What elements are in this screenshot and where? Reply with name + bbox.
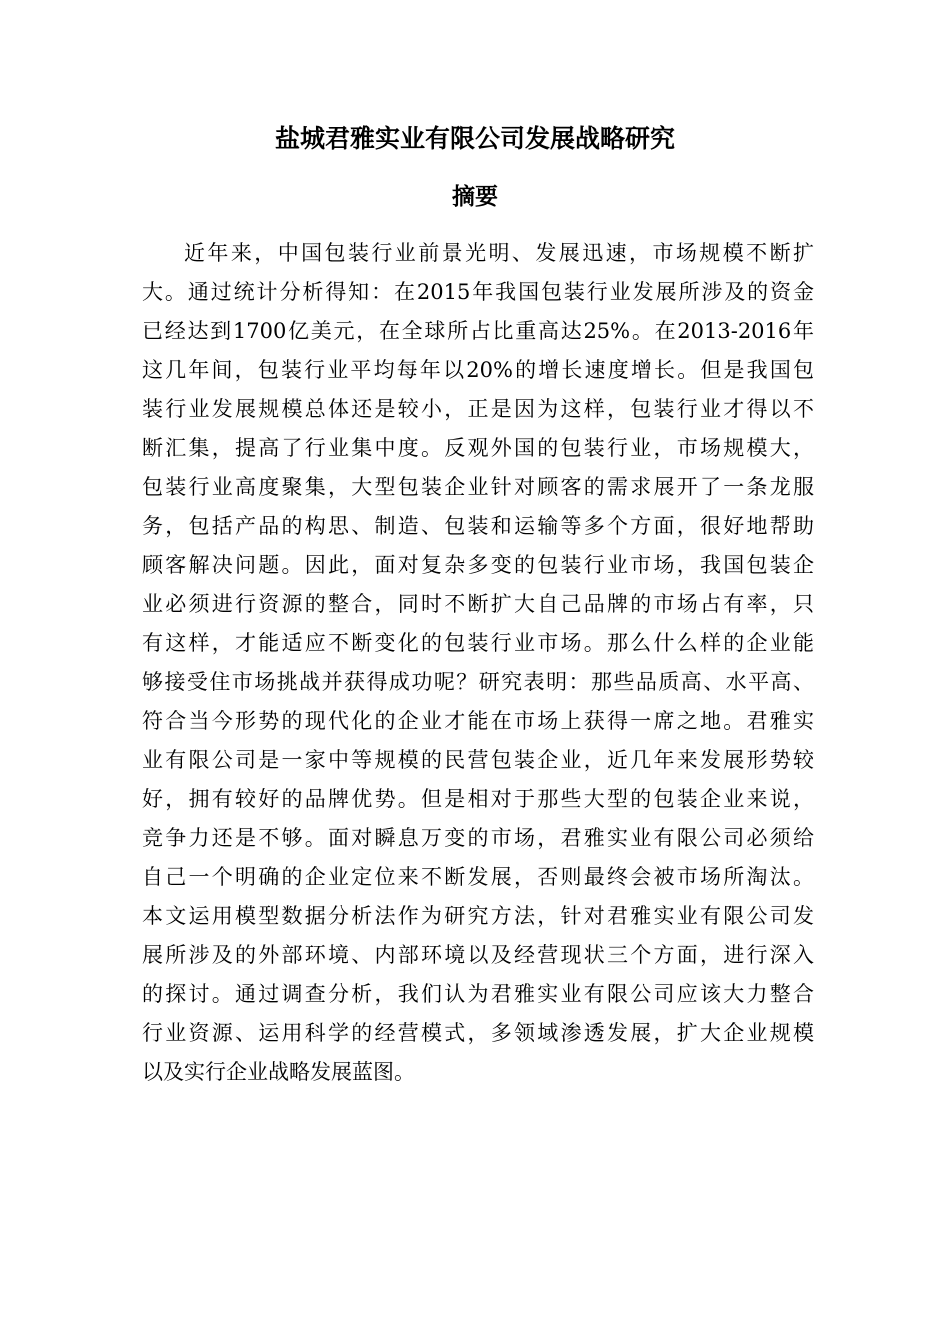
abstract-line: 业有限公司是一家中等规模的民营包装企业，近几年来发展形势较 bbox=[142, 748, 814, 772]
abstract-line: 自己一个明确的企业定位来不断发展，否则最终会被市场所淘汰。 bbox=[142, 865, 814, 889]
abstract-line: 够接受住市场挑战并获得成功呢？研究表明：那些品质高、水平高、 bbox=[142, 670, 814, 694]
abstract-line: 大。通过统计分析得知：在2015年我国包装行业发展所涉及的资金 bbox=[142, 280, 814, 304]
abstract-line: 的探讨。通过调查分析，我们认为君雅实业有限公司应该大力整合 bbox=[142, 982, 814, 1006]
abstract-body bbox=[142, 234, 814, 1092]
abstract-line: 本文运用模型数据分析法作为研究方法，针对君雅实业有限公司发 bbox=[142, 904, 814, 928]
abstract-line: 好，拥有较好的品牌优势。但是相对于那些大型的包装企业来说， bbox=[142, 787, 814, 811]
abstract-line: 展所涉及的外部环境、内部环境以及经营现状三个方面，进行深入 bbox=[142, 943, 814, 967]
abstract-line: 装行业发展规模总体还是较小，正是因为这样，包装行业才得以不 bbox=[142, 397, 814, 421]
abstract-heading: 摘要 bbox=[452, 184, 498, 210]
abstract-line: 以及实行企业战略发展蓝图。 bbox=[142, 1060, 415, 1084]
abstract-line: 这几年间，包装行业平均每年以20%的增长速度增长。但是我国包 bbox=[142, 358, 814, 382]
abstract-line: 已经达到1700亿美元，在全球所占比重高达25%。在2013-2016年 bbox=[142, 319, 814, 343]
abstract-line: 近年来，中国包装行业前景光明、发展迅速，市场规模不断扩 bbox=[184, 241, 814, 265]
abstract-line: 包装行业高度聚集，大型包装企业针对顾客的需求展开了一条龙服 bbox=[142, 475, 814, 499]
abstract-line: 符合当今形势的现代化的企业才能在市场上获得一席之地。君雅实 bbox=[142, 709, 814, 733]
abstract-line: 行业资源、运用科学的经营模式，多领域渗透发展，扩大企业规模 bbox=[142, 1021, 814, 1045]
abstract-line: 有这样，才能适应不断变化的包装行业市场。那么什么样的企业能 bbox=[142, 631, 814, 655]
abstract-line: 断汇集，提高了行业集中度。反观外国的包装行业，市场规模大， bbox=[142, 436, 814, 460]
abstract-line: 顾客解决问题。因此，面对复杂多变的包装行业市场，我国包装企 bbox=[142, 553, 814, 577]
document-title: 盐城君雅实业有限公司发展战略研究 bbox=[274, 124, 675, 153]
abstract-line: 业必须进行资源的整合，同时不断扩大自己品牌的市场占有率，只 bbox=[142, 592, 814, 616]
abstract-line: 务，包括产品的构思、制造、包装和运输等多个方面，很好地帮助 bbox=[142, 514, 814, 538]
abstract-line: 竞争力还是不够。面对瞬息万变的市场，君雅实业有限公司必须给 bbox=[142, 826, 814, 850]
